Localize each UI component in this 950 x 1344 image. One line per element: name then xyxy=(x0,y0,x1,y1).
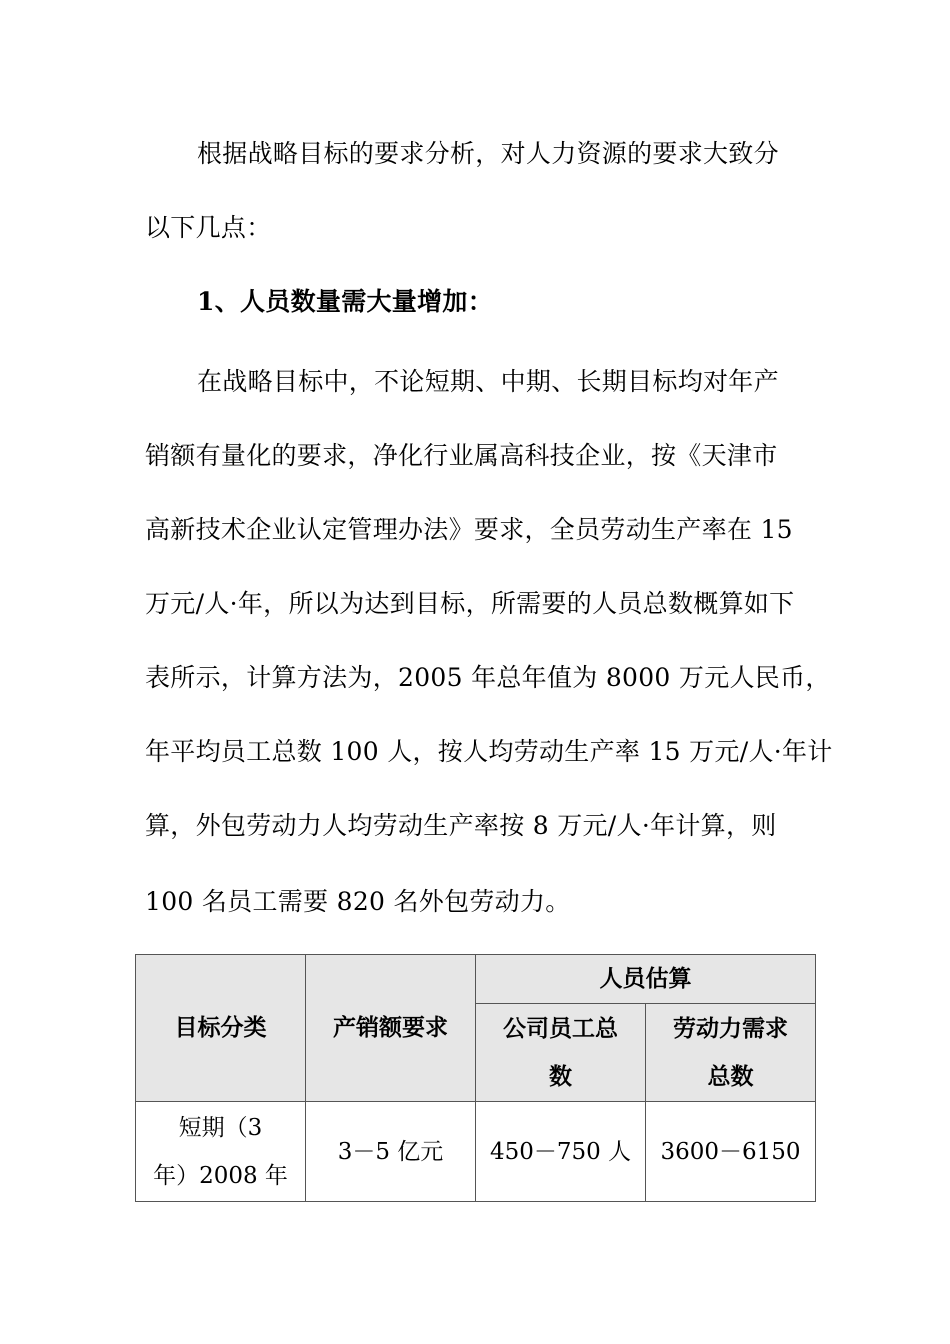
header-labor-line-1: 劳动力需求 xyxy=(673,1014,788,1042)
intro-line-1: 根据战略目标的要求分析，对人力资源的要求大致分 xyxy=(197,139,779,168)
cell-category-line-2: 年）2008 年 xyxy=(153,1162,288,1189)
body-line: 在战略目标中，不论短期、中期、长期目标均对年产 xyxy=(197,367,779,396)
header-estimate: 人员估算 xyxy=(476,955,816,1004)
header-sales: 产销额要求 xyxy=(306,955,476,1102)
header-category: 目标分类 xyxy=(136,955,306,1102)
staffing-estimate-table xyxy=(135,954,816,1202)
body-line: 销额有量化的要求，净化行业属高科技企业，按《天津市 xyxy=(145,441,778,470)
body-line: 表所示，计算方法为，2005 年总年值为 8000 万元人民币， xyxy=(145,663,831,692)
header-labor-line-2: 总数 xyxy=(707,1062,754,1090)
body-line: 高新技术企业认定管理办法》要求，全员劳动生产率在 15 xyxy=(145,515,793,544)
cell-category xyxy=(136,1102,306,1202)
table-row xyxy=(136,1102,816,1202)
body-line: 年平均员工总数 100 人，按人均劳动生产率 15 万元/人·年计 xyxy=(145,737,833,766)
cell-labor: 3600－6150 xyxy=(646,1102,816,1202)
header-staff xyxy=(476,1004,646,1102)
cell-staff: 450－750 人 xyxy=(476,1102,646,1202)
body-line: 100 名员工需要 820 名外包劳动力。 xyxy=(145,887,571,916)
header-labor xyxy=(646,1004,816,1102)
section-heading: 1、人员数量需大量增加： xyxy=(197,287,493,316)
body-line: 算，外包劳动力人均劳动生产率按 8 万元/人·年计算，则 xyxy=(145,811,777,840)
header-staff-line-1: 公司员工总 xyxy=(503,1014,618,1042)
cell-sales: 3－5 亿元 xyxy=(306,1102,476,1202)
body-line: 万元/人·年，所以为达到目标，所需要的人员总数概算如下 xyxy=(145,589,795,618)
header-staff-line-2: 数 xyxy=(549,1062,572,1090)
intro-line-2: 以下几点： xyxy=(145,213,272,242)
cell-category-line-1: 短期（3 xyxy=(178,1114,263,1141)
table-header-row xyxy=(136,955,816,1004)
